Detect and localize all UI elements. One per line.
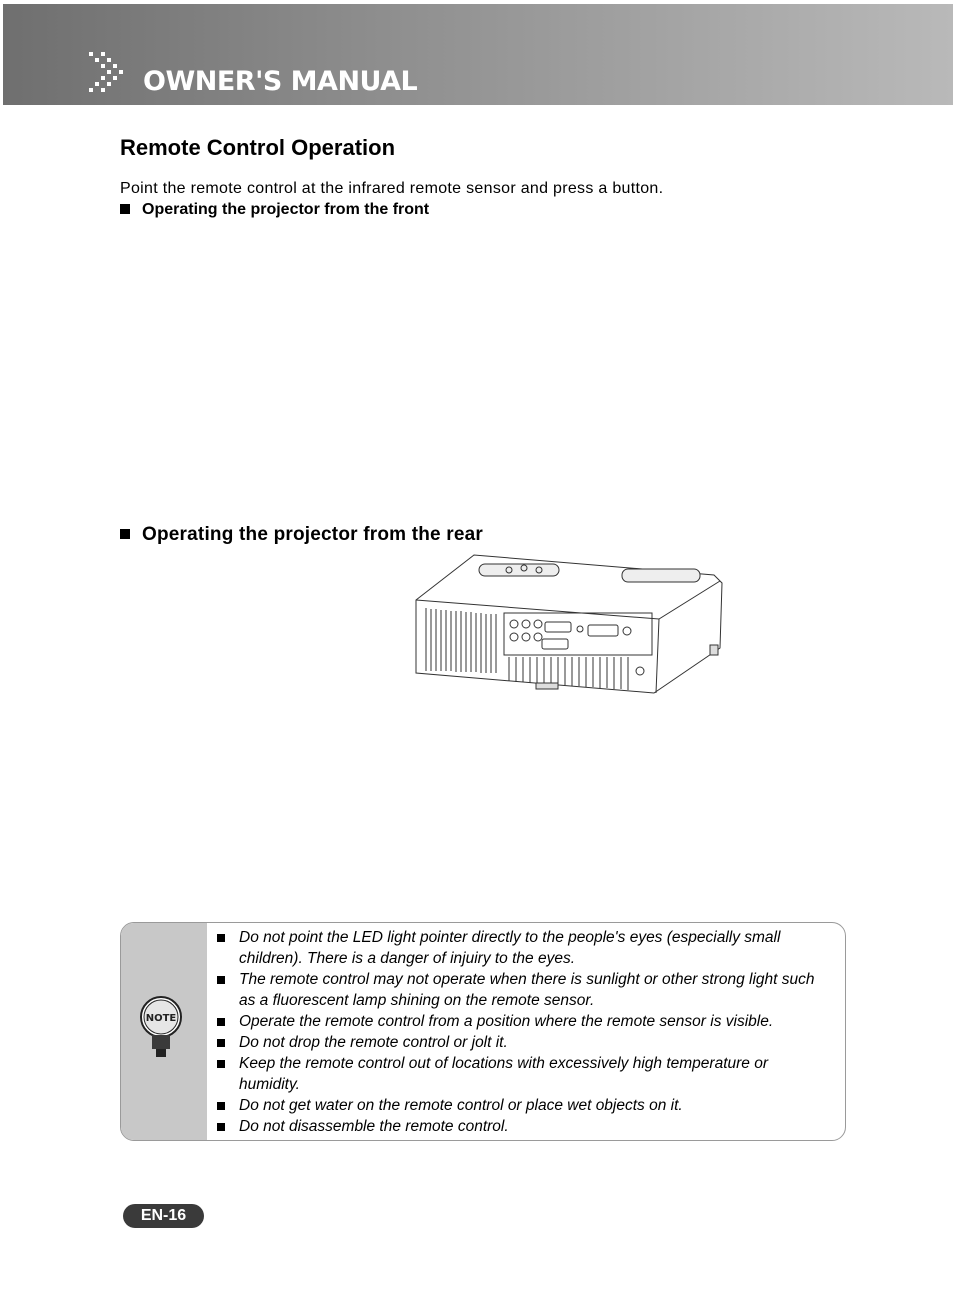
note-sidebar (121, 923, 207, 1140)
note-icon-label: NOTE (145, 1013, 177, 1024)
note-item: Do not get water on the remote control or place wet objects on it. (217, 1095, 827, 1116)
projector-rear-illustration (414, 553, 726, 695)
page-number-badge: EN-16 (123, 1204, 204, 1228)
section-title: Remote Control Operation (120, 135, 396, 160)
front-heading (120, 201, 429, 219)
note-item: Do not point the LED light pointer directly to the people's eyes (especially small children). There is a danger of injuiry to the eyes. (217, 927, 827, 969)
note-item: Keep the remote control out of locations with excessively high temperature or humidity. (217, 1053, 827, 1095)
note-item: Do not disassemble the remote control. (217, 1116, 827, 1137)
bullet-square-icon (120, 204, 130, 214)
header-title: OWNER'S MANUAL (143, 66, 418, 97)
header-banner (3, 4, 953, 105)
note-item: Do not drop the remote control or jolt it. (217, 1032, 827, 1053)
note-box (120, 922, 846, 1141)
note-item: The remote control may not operate when there is sunlight or other strong light such as a fluorescent lamp shining on the remote sensor. (217, 969, 827, 1011)
front-heading-label: Operating the projector from the front (142, 201, 430, 218)
rear-heading-label: Operating the projector from the rear (142, 524, 484, 545)
bullet-square-icon (120, 529, 130, 539)
intro-text: Point the remote control at the infrared remote sensor and press a button. (120, 180, 664, 197)
rear-heading (120, 524, 483, 546)
note-list (217, 927, 827, 1137)
note-item: Operate the remote control from a position where the remote sensor is visible. (217, 1011, 827, 1032)
lightbulb-note-icon (139, 995, 183, 1059)
chevron-arrows-icon (87, 50, 131, 94)
